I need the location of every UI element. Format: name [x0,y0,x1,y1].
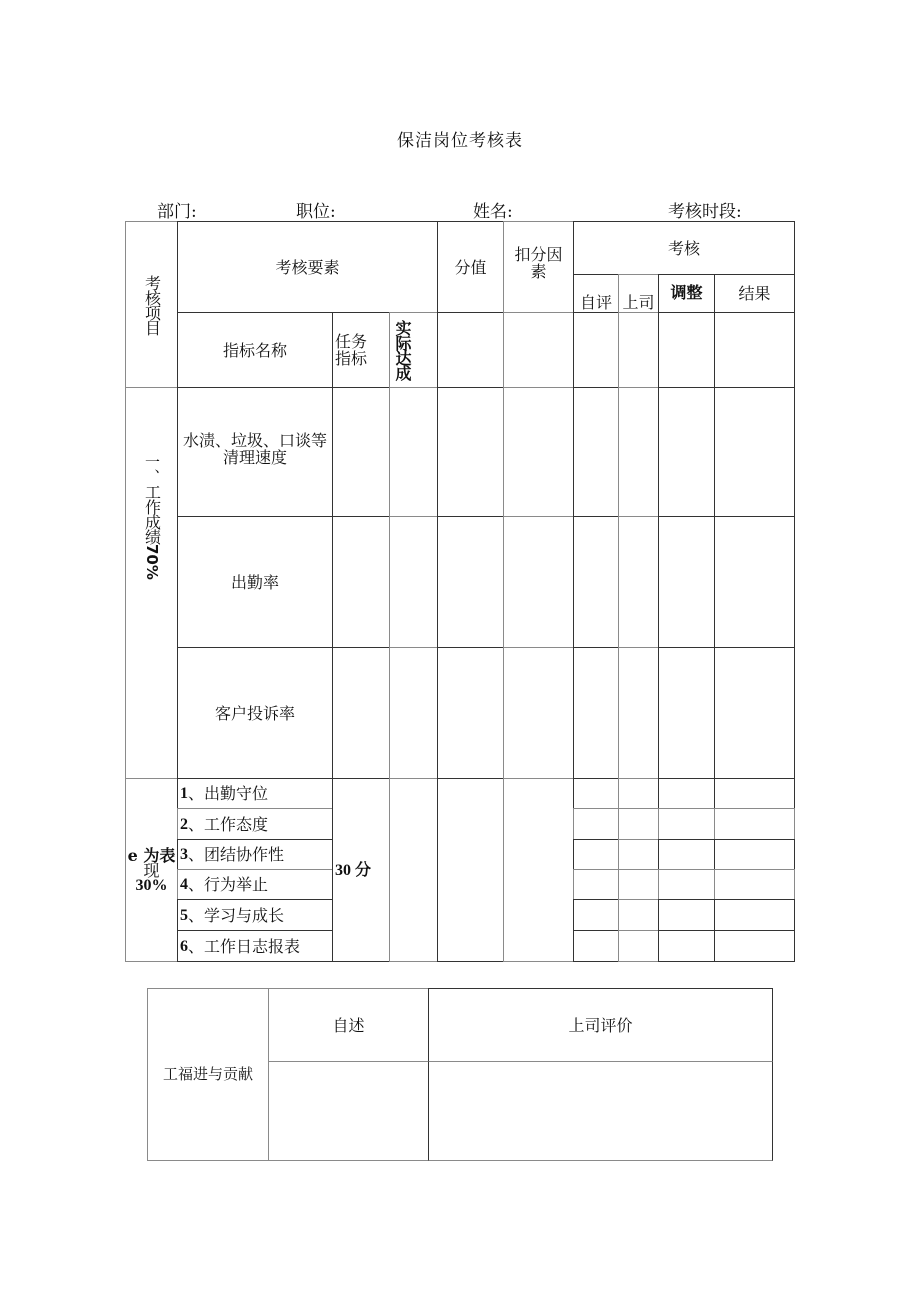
behavior-row-2-adjust[interactable] [658,808,715,840]
header-blank-score [437,312,504,388]
contribution-label [147,988,269,1161]
behavior-row-3-result[interactable] [714,839,795,870]
behavior-row-4-self[interactable] [573,869,619,900]
supervisor-eval-field[interactable] [428,1061,773,1161]
indicator-row-2-name: 出勤率 [177,516,333,648]
section-behavior-line2: 现 [143,860,160,880]
position-label: 职位: [296,202,336,222]
self-statement-header: 自述 [268,988,429,1062]
behavior-deduction[interactable] [503,778,574,962]
behavior-item-5-text: 、学习与成长 [188,905,285,925]
behavior-score-total [332,778,390,962]
behavior-score[interactable] [437,778,504,962]
behavior-score-text: 30 分 [335,861,372,879]
header-result: 结果 [714,274,795,313]
header-actual [389,312,438,388]
behavior-row-3-adjust[interactable] [658,839,715,870]
header-supervisor: 上司 [618,274,659,313]
indicator-row-2-adjust[interactable] [658,516,715,648]
behavior-row-3-self[interactable] [573,839,619,870]
behavior-item-1-text: 、出勤守位 [188,784,269,803]
indicator-row-1-score[interactable] [437,387,504,517]
indicator-row-3-target[interactable] [332,647,390,779]
indicator-row-2-actual[interactable] [389,516,438,648]
indicator-row-3-deduction[interactable] [503,647,574,779]
header-blank-self [573,312,619,388]
behavior-row-5-result[interactable] [714,899,795,931]
header-blank-sup [618,312,659,388]
header-blank-deduction [503,312,574,388]
behavior-row-6-self[interactable] [573,930,619,962]
header-deduction: 扣分因素 [503,221,574,313]
behavior-item-4-num: 4 [180,876,188,893]
behavior-row-4-result[interactable] [714,869,795,900]
indicator-row-2-sup[interactable] [618,516,659,648]
behavior-item-5 [177,899,333,931]
behavior-item-5-num: 5 [180,906,188,924]
behavior-row-5-self[interactable] [573,899,619,931]
header-category-text: 考核项目 [142,274,162,335]
section-work-pct: 70% [143,544,161,580]
behavior-item-6 [177,930,333,962]
behavior-row-3-sup[interactable] [618,839,659,870]
behavior-item-1 [177,778,333,809]
indicator-row-2-result[interactable] [714,516,795,648]
indicator-row-3-self[interactable] [573,647,619,779]
behavior-row-1-result[interactable] [714,778,795,809]
indicator-row-3-result[interactable] [714,647,795,779]
supervisor-eval-header: 上司评价 [428,988,773,1062]
behavior-item-4 [177,869,333,900]
behavior-row-6-sup[interactable] [618,930,659,962]
header-category [125,221,178,388]
behavior-row-1-sup[interactable] [618,778,659,809]
indicator-row-1-name: 水渍、垃圾、口谈等清理速度 [177,387,333,517]
header-indicator-name: 指标名称 [177,312,333,388]
indicator-row-1-actual[interactable] [389,387,438,517]
indicator-row-2-deduction[interactable] [503,516,574,648]
indicator-row-3-name: 客户投诉率 [177,647,333,779]
header-blank-adjust [658,312,715,388]
behavior-row-5-sup[interactable] [618,899,659,931]
behavior-item-3-text: 、团结协作性 [188,845,285,864]
indicator-row-1-sup[interactable] [618,387,659,517]
indicator-row-1-self[interactable] [573,387,619,517]
section-behavior-pct: 30% [135,876,168,894]
header-adjust-text: 调整 [670,283,703,302]
behavior-row-6-result[interactable] [714,930,795,962]
header-actual-text: 实际达成 [393,320,412,380]
header-task-target [332,312,390,388]
behavior-row-2-sup[interactable] [618,808,659,840]
indicator-row-1-result[interactable] [714,387,795,517]
behavior-item-2 [177,808,333,840]
behavior-item-1-num: 1 [180,785,188,802]
period-label: 考核时段: [668,202,742,222]
behavior-item-2-text: 、工作态度 [188,814,269,834]
header-task-target-text: 任务指标 [335,332,368,368]
header-score: 分值 [437,221,504,313]
indicator-row-3-actual[interactable] [389,647,438,779]
behavior-actual[interactable] [389,778,438,962]
behavior-row-5-adjust[interactable] [658,899,715,931]
behavior-item-4-text: 、行为举止 [188,875,269,894]
behavior-item-3 [177,839,333,870]
section-behavior-label [125,778,178,962]
department-label: 部门: [157,202,197,222]
behavior-item-3-num: 3 [180,846,188,863]
header-adjust [658,274,715,313]
behavior-item-6-num: 6 [180,937,188,955]
section-work-prefix: 一、 [143,454,161,484]
indicator-row-1-adjust[interactable] [658,387,715,517]
indicator-row-3-score[interactable] [437,647,504,779]
behavior-row-6-adjust[interactable] [658,930,715,962]
page-title: 保洁岗位考核表 [397,131,523,151]
behavior-row-4-adjust[interactable] [658,869,715,900]
behavior-item-2-num: 2 [180,815,188,833]
section-work-label [125,387,178,779]
behavior-row-1-adjust[interactable] [658,778,715,809]
behavior-row-2-result[interactable] [714,808,795,840]
header-self-eval: 自评 [573,274,619,313]
behavior-row-4-sup[interactable] [618,869,659,900]
indicator-row-2-self[interactable] [573,516,619,648]
indicator-row-2-score[interactable] [437,516,504,648]
indicator-row-1-target[interactable] [332,387,390,517]
section-behavior-line1: e 为表 [127,845,176,865]
contribution-label-text: 工福进与贡献 [162,1065,253,1083]
header-blank-result [714,312,795,388]
behavior-row-2-self[interactable] [573,808,619,840]
indicator-row-2-target[interactable] [332,516,390,648]
header-assessment: 考核 [573,221,795,275]
section-work-main: 工作成绩 [142,484,162,544]
indicator-row-3-sup[interactable] [618,647,659,779]
self-statement-field[interactable] [268,1061,429,1161]
indicator-row-3-adjust[interactable] [658,647,715,779]
name-label: 姓名: [473,202,513,222]
behavior-row-1-self[interactable] [573,778,619,809]
indicator-row-1-deduction[interactable] [503,387,574,517]
header-elements: 考核要素 [177,221,438,313]
behavior-item-6-text: 、工作日志报表 [188,936,301,956]
